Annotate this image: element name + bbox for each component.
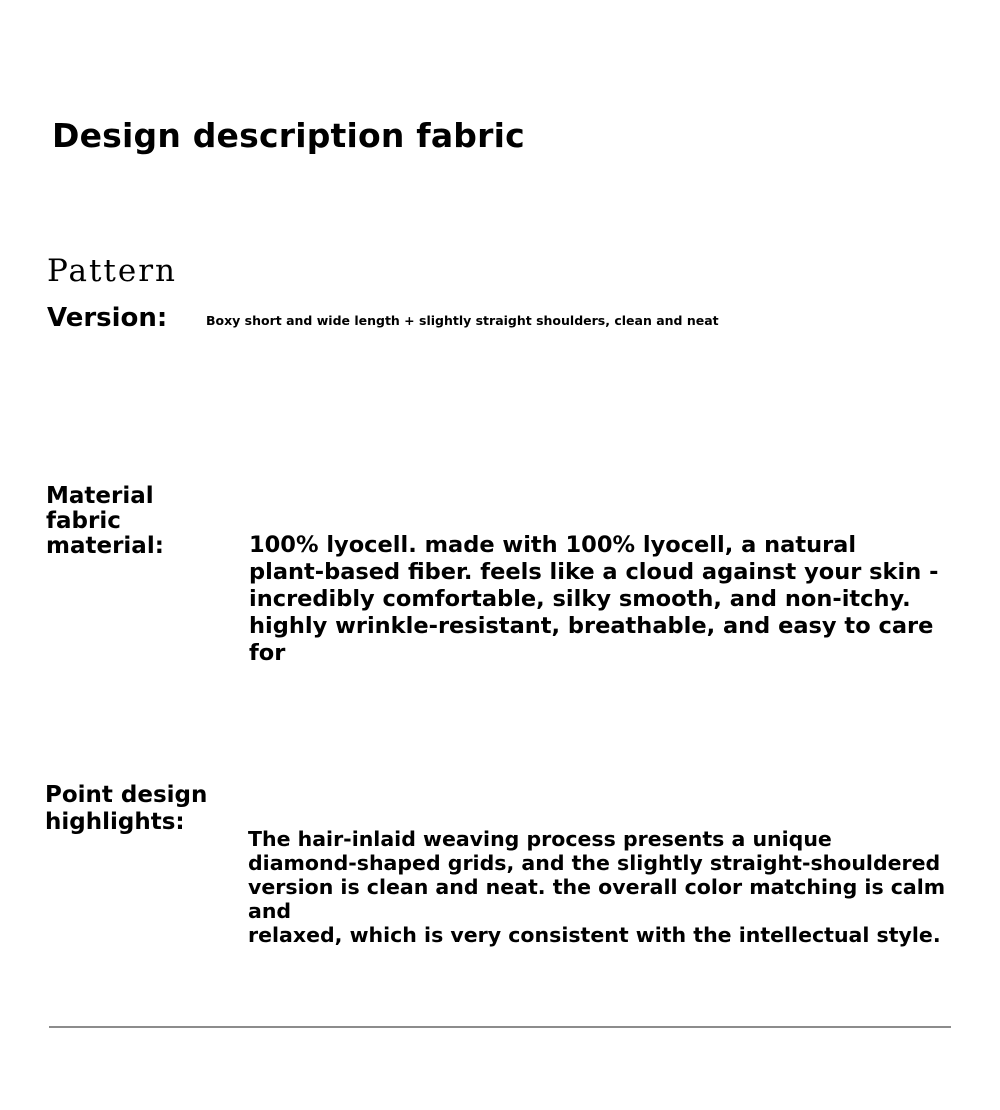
version-value: Boxy short and wide length + slightly straight shoulders, clean and neat	[206, 313, 719, 328]
highlights-label: Point design highlights:	[45, 782, 208, 835]
version-label: Version:	[47, 303, 168, 333]
bottom-divider	[49, 1026, 951, 1028]
material-description: 100% lyocell. made with 100% lyocell, a natural plant-based fiber. feels like a cloud against your skin - incredibly comfortable, silky smooth, and non-itchy. highly wrinkle-resistant, breathable, and easy to care for	[249, 532, 939, 666]
highlights-description: The hair-inlaid weaving process presents a unique diamond-shaped grids, and the slightly straight-shouldered version is clean and neat. the overall color matching is calm and relaxed, which is very consistent with the intellectual style.	[248, 827, 946, 947]
pattern-overline: Pattern	[47, 253, 177, 289]
material-label: Material fabric material:	[46, 483, 164, 559]
page-title: Design description fabric	[52, 116, 525, 155]
